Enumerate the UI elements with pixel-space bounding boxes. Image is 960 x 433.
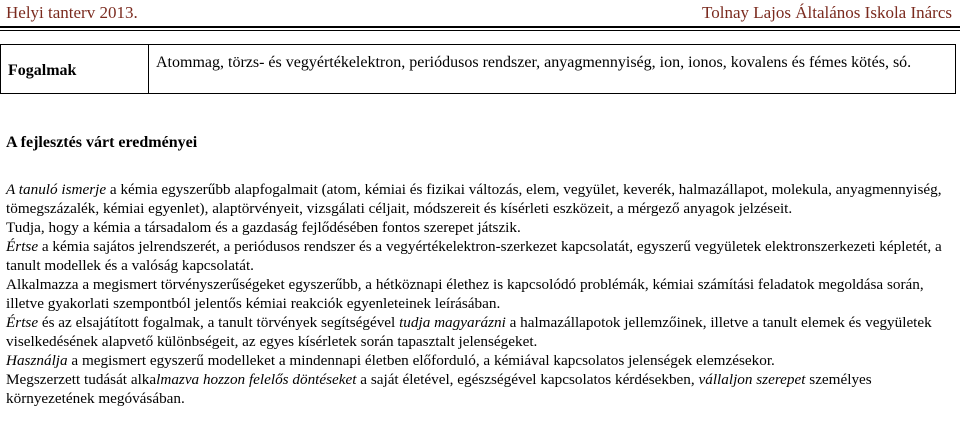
- concepts-table: [0, 44, 956, 94]
- header-right-text: Tolnay Lajos Általános Iskola Inárcs: [702, 3, 952, 22]
- paragraph-apply: Alkalmazza a megismert törvényszerűségeket egyszerűbb, a hétköznapi élethez is kapcsolódó problémák, kémiai számítási feladatok megoldása során, illetve gyakorlati szempontból jelentős kémiai reakciók egyenleteinek leírásában.: [6, 276, 924, 312]
- paragraph-decisions: [6, 370, 954, 408]
- paragraph-explain-emphasis: tudja magyarázni: [399, 314, 506, 331]
- paragraph-understanding-lead: Értse: [6, 238, 39, 255]
- paragraph-understanding-body: a kémia sajátos jelrendszerét, a periódusos rendszer és a vegyértékelektron-szerkezet kapcsolatát, egyszerű vegyületek elektronszerkezeti képletét, a tanult modellek és a valóság kapcsolatát.: [6, 238, 942, 274]
- paragraph-decisions-body-1: a saját életével, egészségével kapcsolatos kérdésekben,: [356, 371, 699, 388]
- paragraph-decisions-emphasis-2: vállaljon szerepet: [698, 371, 806, 388]
- header-rule-thin: [0, 30, 960, 31]
- expected-results-text: [6, 180, 954, 408]
- paragraph-explain-body-1: és az elsajátított fogalmak, a tanult törvények segítségével: [38, 314, 400, 331]
- concepts-label: Fogalmak: [1, 45, 149, 93]
- concepts-text: Atommag, törzs- és vegyértékelektron, periódusos rendszer, anyagmennyiség, ion, ionos, kovalens és fémes kötés, só.: [156, 54, 912, 71]
- paragraph-knowledge: [6, 180, 954, 218]
- paragraph-decisions-lead: Megszerzett tudását alka: [6, 371, 157, 388]
- paragraph-models-lead: Használja: [6, 352, 68, 369]
- section-heading: A fejlesztés várt eredményei: [6, 134, 198, 151]
- paragraph-explain: [6, 313, 954, 351]
- paragraph-models-body: a megismert egyszerű modelleket a mindennapi életben előforduló, a kémiával kapcsolatos jelenségek elemzésekor.: [67, 352, 775, 369]
- paragraph-explain-body-2: a halmazállapotok jellemzőinek, illetve a tanult elemek és vegyületek viselkedésének alapvető különbségeit, az egyes kísérletek során tapasztalt jelenségeket.: [6, 314, 932, 350]
- paragraph-decisions-emphasis-1: lmazva hozzon felelős döntéseket: [156, 371, 357, 388]
- paragraph-understanding: [6, 237, 954, 275]
- paragraph-society: Tudja, hogy a kémia a társadalom és a gazdaság fejlődésében fontos szerepet játszik.: [6, 219, 521, 236]
- paragraph-models: [6, 351, 954, 370]
- paragraph-decisions-body-2: személyes környezetének megóvásában.: [6, 371, 872, 407]
- page-header: [6, 2, 952, 24]
- paragraph-explain-lead: Értse: [6, 314, 39, 331]
- paragraph-knowledge-lead: A tanuló ismerje: [6, 181, 107, 198]
- header-rule: [0, 26, 960, 28]
- header-left-text: Helyi tanterv 2013.: [6, 3, 138, 22]
- paragraph-knowledge-body: a kémia egyszerűbb alapfogalmait (atom, kémiai és fizikai változás, elem, vegyület, keverék, halmazállapot, molekula, anyagmennyiség, tömegszázalék, kémiai egyenlet), alaptörvényeit, vizsgálati céljait, módszereit és kísérleti eszközeit, a mérgező anyagok jelzéseit.: [6, 181, 942, 217]
